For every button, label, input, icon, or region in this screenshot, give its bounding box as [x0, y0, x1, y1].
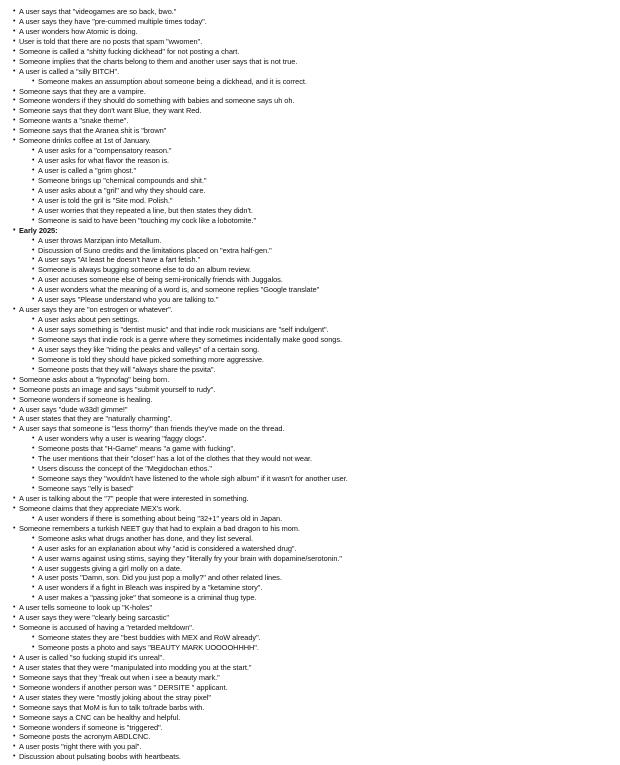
list-item: • A user is talking about the "7" people that were interested in something. — [0, 494, 620, 504]
sub-list-item: • A user says something is "dentist music" and that indie rock musicians are "self indulgent". — [0, 325, 620, 335]
sub-list-item: • A user asks for a "compensatory reason." — [0, 146, 620, 156]
list-item: • User is told that there are no posts that spam "wwomen". — [0, 37, 620, 47]
sub-list-item: • Someone says they "wouldn't have listened to the whole sigh album" if it wasn't for another user. — [0, 474, 620, 484]
sub-list-item: • A user asks about a "gril" and why they should care. — [0, 186, 620, 196]
list-item: • A user states that they are "naturally charming". — [0, 414, 620, 424]
list-item: • A user wonders how Atomic is doing. — [0, 27, 620, 37]
list-item: • Someone drinks coffee at 1st of January. — [0, 136, 620, 146]
list-item: • Someone wonders if they should do something with babies and someone says uh oh. — [0, 96, 620, 106]
list-item: • Someone says that MoM is fun to talk to/trade barbs with. — [0, 703, 620, 713]
sub-list-item: • A user throws Marzipan into Metallum. — [0, 236, 620, 246]
list-item: • A user is called a "silly BITCH". — [0, 67, 620, 77]
list-item: • Discussion about pulsating boobs with heartbeats. — [0, 752, 620, 762]
sub-list-item: • A user accuses someone else of being semi-ironically friends with Juggalos. — [0, 275, 620, 285]
sub-list-item: • Someone says "elly is based" — [0, 484, 620, 494]
list-item: • A user tells someone to look up "K-holes" — [0, 603, 620, 613]
list-item: • A user says they are "on estrogen or whatever". — [0, 305, 620, 315]
list-item: • A user says that someone is "less thorny" than friends they've made on the thread. — [0, 424, 620, 434]
sub-list-item: • Someone asks what drugs another has done, and they list several. — [0, 534, 620, 544]
list-item: • A user says "dude w33d! gimme!" — [0, 405, 620, 415]
list-item: • Someone wonders if someone is "triggered". — [0, 723, 620, 733]
list-item: • A user is called "so fucking stupid it's unreal". — [0, 653, 620, 663]
list-item: • Someone posts the acronym ABDLCNC. — [0, 732, 620, 742]
list-item: • Someone claims that they appreciate MEX's work. — [0, 504, 620, 514]
list-item: • Someone implies that the charts belong to them and another user says that is not true. — [0, 57, 620, 67]
sub-list-item: • A user says "At least he doesn't have a fart fetish." — [0, 255, 620, 265]
list-item: • Someone is called a "shitty fucking dickhead" for not posting a chart. — [0, 47, 620, 57]
sub-list-item: • A user suggests giving a girl molly on a date. — [0, 564, 620, 574]
list-item: • Someone remembers a turkish NEET guy that had to explain a bad dragon to his mom. — [0, 524, 620, 534]
sub-list-item: • A user is told the gril is "Site mod. Polish." — [0, 196, 620, 206]
sub-list-item: • A user wonders if a fight in Bleach was inspired by a "ketamine story". — [0, 583, 620, 593]
sub-list-item: • Someone makes an assumption about someone being a dickhead, and it is correct. — [0, 77, 620, 87]
sub-list-item: • A user warns against using stims, saying they "literally fry your brain with dopamine/serotonin." — [0, 554, 620, 564]
list-item: • Someone says that they are a vampire. — [0, 87, 620, 97]
sub-list-item: • Someone states they are "best buddies with MEX and RoW already". — [0, 633, 620, 643]
list-item: • Someone says that the Aranea shit is "brown" — [0, 126, 620, 136]
list-item: • Someone is accused of having a "retarded meltdown". — [0, 623, 620, 633]
list-item: • A user states that they were "manipulated into modding you at the start." — [0, 663, 620, 673]
sub-list-item: • Someone posts a photo and says "BEAUTY MARK UOOOOHHHH". — [0, 643, 620, 653]
sub-list-item: • A user wonders if there is something about being "32+1" years old in Japan. — [0, 514, 620, 524]
list-item: • A user says that "videogames are so back, bwo." — [0, 7, 620, 17]
sub-list-item: • Someone posts that "H-Game" means "a game with fucking". — [0, 444, 620, 454]
list-item: • A user states they were "mostly joking about the stray pixel" — [0, 693, 620, 703]
sub-list-item: • Someone is said to have been "touching my cock like a lobotomite." — [0, 216, 620, 226]
sub-list-item: • Someone says that indie rock is a genre where they sometimes incidentally make good songs. — [0, 335, 620, 345]
sub-list-item: • A user asks for what flavor the reason is. — [0, 156, 620, 166]
list-item: • A user says they were "clearly being sarcastic" — [0, 613, 620, 623]
sub-list-item: • Someone brings up "chemical compounds and shit." — [0, 176, 620, 186]
sub-list-item: • Someone is always bugging someone else to do an album review. — [0, 265, 620, 275]
sub-list-item: • A user wonders why a user is wearing "faggy clogs". — [0, 434, 620, 444]
list-item: • Someone says that they don't want Blue, they want Red. — [0, 106, 620, 116]
list-item: • Someone wonders if another person was " DERSITE " applicant. — [0, 683, 620, 693]
list-item: • A user posts "right there with you pal". — [0, 742, 620, 752]
sub-list-item: • Users discuss the concept of the "Megidochan ethos." — [0, 464, 620, 474]
sub-list-item: • A user asks for an explanation about why "acid is considered a watershed drug". — [0, 544, 620, 554]
sub-list-item: • A user says "Please understand who you are talking to." — [0, 295, 620, 305]
list-item: • Someone wants a "snake theme". — [0, 116, 620, 126]
list-item: • Someone wonders if someone is healing. — [0, 395, 620, 405]
list-item: • A user says they have "pre-cummed multiple times today". — [0, 17, 620, 27]
sub-list-item: • Someone is told they should have picked something more aggressive. — [0, 355, 620, 365]
list-item: • Someone asks about a "hypnofag" being born. — [0, 375, 620, 385]
list-item: • Someone says that they "freak out when i see a beauty mark." — [0, 673, 620, 683]
list-item: • Someone says a CNC can be healthy and helpful. — [0, 713, 620, 723]
sub-list-item: • A user is called a "grim ghost." — [0, 166, 620, 176]
sub-list-item: • A user says they like "riding the peaks and valleys" of a certain song. — [0, 345, 620, 355]
bullet-list — [0, 7, 620, 762]
sub-list-item: • A user asks about pen settings. — [0, 315, 620, 325]
sub-list-item: • A user wonders what the meaning of a word is, and someone replies "Google translate" — [0, 285, 620, 295]
sub-list-item: • A user makes a "passing joke" that someone is a criminal thug type. — [0, 593, 620, 603]
sub-list-item: • Discussion of Suno credits and the limitations placed on "extra half-gen." — [0, 246, 620, 256]
sub-list-item: • The user mentions that their "closet" has a lot of the clothes that they would not wear. — [0, 454, 620, 464]
sub-list-item: • Someone posts that they will "always share the psvita". — [0, 365, 620, 375]
list-item: • Someone posts an image and says "submit yourself to rudy". — [0, 385, 620, 395]
list-item: • Early 2025: — [0, 226, 620, 236]
sub-list-item: • A user posts "Damn, son. Did you just pop a molly?" and other related lines. — [0, 573, 620, 583]
sub-list-item: • A user worries that they repeated a line, but then states they didn't. — [0, 206, 620, 216]
